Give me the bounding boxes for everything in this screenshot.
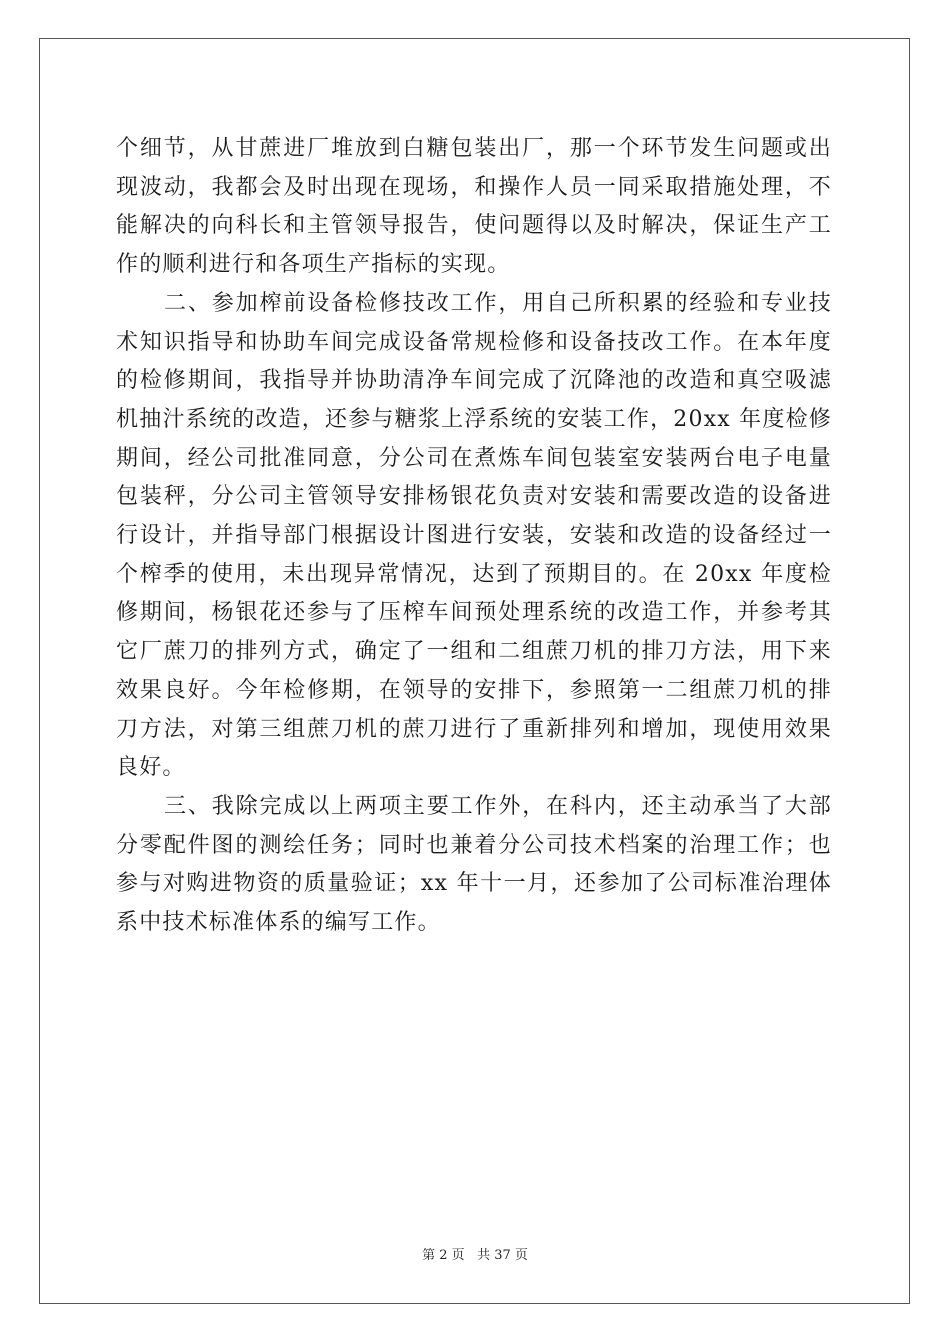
paragraph-1: 个细节，从甘蔗进厂堆放到白糖包装出厂，那一个环节发生问题或出现波动，我都会及时出现在现场，和操作人员一同采取措施处理，不能解决的向科长和主管领导报告，使问题得以及时解决，保证生产工作的顺利进行和各项生产指标的实现。 [116, 136, 832, 278]
page-footer [0, 1248, 950, 1264]
paragraph-3: 三、我除完成以上两项主要工作外，在科内，还主动承当了大部分零配件图的测绘任务；同时也兼着分公司技术档案的治理工作；也参与对购进物资的质量验证；xx 年十一月，还参加了公司标准治理体系中技术标准体系的编写工作。 [116, 793, 832, 936]
document-body [116, 130, 832, 943]
page-total: 共 37 页 [477, 1248, 528, 1263]
paragraph-2: 二、参加榨前设备检修技改工作，用自己所积累的经验和专业技术知识指导和协助车间完成设备常规检修和设备技改工作。在本年度的检修期间，我指导并协助清净车间完成了沉降池的改造和真空吸滤机抽汁系统的改造，还参与糖浆上浮系统的安装工作，20xx 年度检修期间，经公司批准同意，分公司在煮炼车间包装室安装两台电子电量包装秤，分公司主管领导安排杨银花负责对安装和需要改造的设备进行设计，并指导部门根据设计图进行安装，安装和改造的设备经过一个榨季的使用，未出现异常情况，达到了预期目的。在 20xx 年度检修期间，杨银花还参与了压榨车间预处理系统的改造工作，并参考其它厂蔗刀的排列方式，确定了一组和二组蔗刀机的排刀方法，用下来效果良好。今年检修期，在领导的安排下，参照第一二组蔗刀机的排刀方法，对第三组蔗刀机的蔗刀进行了重新排列和增加，现使用效果良好。 [116, 290, 832, 781]
page-number: 第 2 页 [422, 1248, 465, 1263]
